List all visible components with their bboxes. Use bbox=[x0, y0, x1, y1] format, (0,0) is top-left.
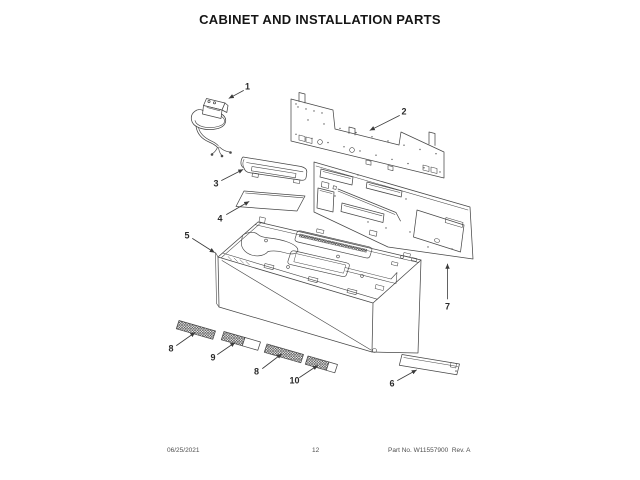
callout-label-10: 10 bbox=[289, 375, 300, 386]
footer-part-number: Part No. W11557900 Rev. A bbox=[388, 447, 471, 454]
callout-label-2: 2 bbox=[401, 106, 407, 117]
part-flat-sheet bbox=[236, 191, 305, 211]
callout-label-7: 7 bbox=[444, 301, 451, 311]
callout-label-1: 1 bbox=[244, 81, 251, 92]
callout-label-4: 4 bbox=[217, 213, 223, 223]
grille-strip-9-plain bbox=[242, 338, 260, 351]
arrow-8b bbox=[263, 354, 282, 369]
arrow-1 bbox=[229, 91, 244, 99]
callout-label-3: 3 bbox=[213, 178, 219, 188]
callout-label-8b: 8 bbox=[253, 366, 260, 376]
grille-strip-8b bbox=[264, 344, 303, 363]
callout-label-5: 5 bbox=[184, 230, 190, 240]
grille-strip-10-hatched bbox=[305, 356, 329, 370]
part-vent-duct bbox=[241, 157, 307, 184]
arrow-8a bbox=[177, 333, 196, 346]
page-title: CABINET AND INSTALLATION PARTS bbox=[199, 12, 441, 27]
footer-page-number: 12 bbox=[312, 447, 320, 454]
arrow-3 bbox=[222, 170, 244, 181]
arrow-2 bbox=[370, 116, 400, 131]
arrow-10 bbox=[300, 366, 318, 378]
callout-label-9: 9 bbox=[210, 352, 216, 363]
callout-label-8a: 8 bbox=[168, 343, 174, 353]
part-bottom-plate bbox=[399, 355, 459, 375]
footer-date: 06/25/2021 bbox=[167, 447, 200, 454]
grille-strip-8a bbox=[176, 321, 215, 340]
arrow-5 bbox=[193, 239, 215, 253]
callout-label-6: 6 bbox=[389, 378, 395, 388]
part-power-cord bbox=[191, 99, 231, 158]
arrow-6 bbox=[398, 370, 417, 381]
arrow-9 bbox=[218, 343, 236, 355]
